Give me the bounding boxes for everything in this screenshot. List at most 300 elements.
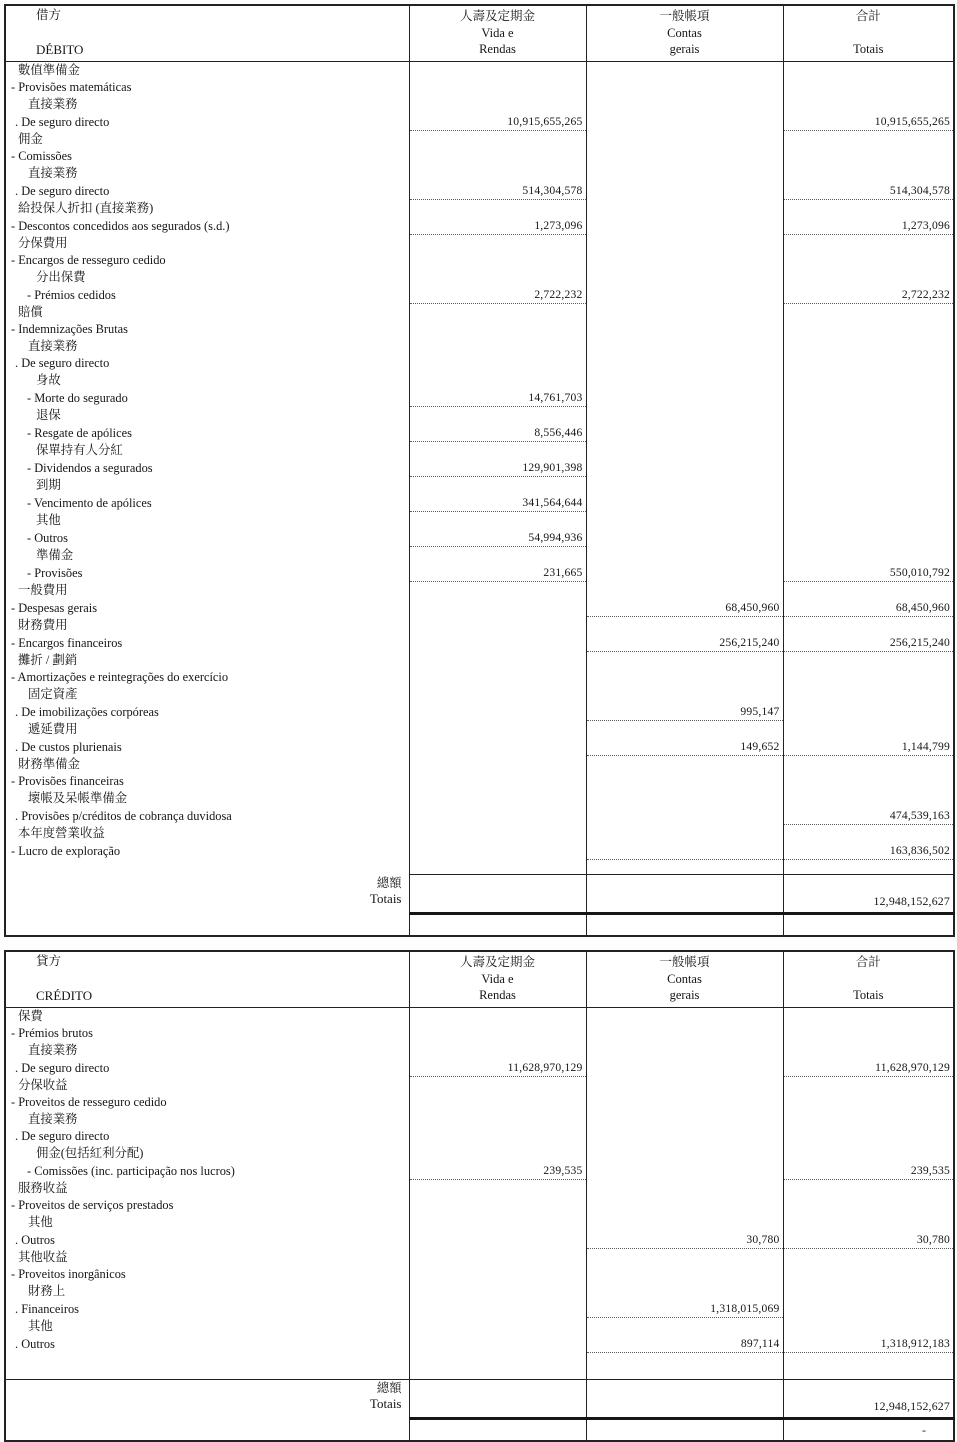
value-cell xyxy=(783,1008,954,1026)
value-cell xyxy=(586,652,783,670)
row-label: . De custos plurienais xyxy=(15,739,122,754)
value-cell xyxy=(409,235,586,253)
value-cell xyxy=(586,807,783,825)
value-cell xyxy=(783,721,954,739)
value-cell xyxy=(409,599,586,617)
row-label: - Proveitos de resseguro cedido xyxy=(11,1095,167,1109)
totals-value xyxy=(409,875,586,914)
statement-row xyxy=(5,1300,954,1318)
value-cell xyxy=(783,547,954,565)
column-header-totals: 合計 Totais xyxy=(783,5,954,62)
row-label: . De seguro directo xyxy=(15,1129,110,1143)
statement-row xyxy=(5,1335,954,1353)
value-cell xyxy=(409,1094,586,1111)
value-cell xyxy=(783,96,954,113)
value-cell xyxy=(783,825,954,843)
value-cell xyxy=(409,669,586,686)
statement-row xyxy=(5,131,954,149)
row-label: . De seguro directo xyxy=(15,1060,110,1075)
column-header-life-annuities: 人壽及定期金 Vida e Rendas xyxy=(409,951,586,1008)
value-cell xyxy=(783,407,954,425)
tail-cell xyxy=(783,914,954,937)
statement-row xyxy=(5,113,954,131)
value-cell xyxy=(586,286,783,304)
value-cell: 8,556,446 xyxy=(409,424,586,442)
tail-cell xyxy=(409,1419,586,1442)
value-cell xyxy=(586,773,783,790)
value-cell xyxy=(409,721,586,739)
spacer-cell xyxy=(5,860,409,875)
value-cell xyxy=(783,1042,954,1059)
value-cell xyxy=(783,269,954,286)
value-cell xyxy=(586,304,783,322)
value-cell xyxy=(783,703,954,721)
statement-row xyxy=(5,1197,954,1214)
value-cell: 10,915,655,265 xyxy=(409,113,586,131)
debit-title-zh: 借方 xyxy=(36,8,62,22)
row-label: - Encargos de resseguro cedido xyxy=(11,253,166,267)
row-label: 攤折 / 劃銷 xyxy=(18,653,78,667)
row-label: 身故 xyxy=(36,373,61,387)
row-label: 其他 xyxy=(28,1215,53,1229)
debit-body xyxy=(5,62,954,937)
statement-row xyxy=(5,1214,954,1231)
value-cell xyxy=(783,389,954,407)
value-cell xyxy=(783,1111,954,1128)
value-cell xyxy=(783,529,954,547)
value-cell xyxy=(409,338,586,355)
value-cell xyxy=(586,529,783,547)
value-cell xyxy=(586,459,783,477)
value-cell xyxy=(783,756,954,774)
row-label: - Provisões xyxy=(27,565,83,580)
debit-statement-table xyxy=(4,4,955,937)
row-label: 直接業務 xyxy=(28,97,78,111)
value-cell xyxy=(783,686,954,703)
row-label: - Provisões matemáticas xyxy=(11,80,132,94)
statement-row xyxy=(5,1094,954,1111)
statement-row xyxy=(5,477,954,495)
statement-row xyxy=(5,200,954,218)
value-cell xyxy=(409,634,586,652)
row-label: - Proveitos de serviços prestados xyxy=(11,1198,174,1212)
row-label: 佣金 xyxy=(18,132,43,146)
row-label: 遞延費用 xyxy=(28,722,78,736)
row-label: - Descontos concedidos aos segurados (s.d.) xyxy=(11,218,230,233)
value-cell xyxy=(586,617,783,635)
statement-row xyxy=(5,807,954,825)
value-cell xyxy=(586,424,783,442)
value-cell xyxy=(783,442,954,460)
spacer-cell xyxy=(586,1353,783,1380)
value-cell: 68,450,960 xyxy=(783,599,954,617)
value-cell xyxy=(409,200,586,218)
value-cell xyxy=(409,407,586,425)
row-label: - Prémios brutos xyxy=(11,1026,93,1040)
value-cell xyxy=(586,442,783,460)
value-cell xyxy=(783,790,954,807)
statement-row xyxy=(5,1283,954,1300)
value-cell xyxy=(586,79,783,96)
value-cell: 68,450,960 xyxy=(586,599,783,617)
value-cell xyxy=(586,790,783,807)
tail-cell xyxy=(5,1419,409,1442)
value-cell xyxy=(783,512,954,530)
value-cell xyxy=(783,652,954,670)
value-cell xyxy=(783,773,954,790)
statement-row xyxy=(5,1249,954,1267)
row-label: 本年度營業收益 xyxy=(18,826,105,840)
statement-row xyxy=(5,321,954,338)
value-cell: 10,915,655,265 xyxy=(783,113,954,131)
value-cell xyxy=(409,825,586,843)
column-header-life-annuities: 人壽及定期金 Vida e Rendas xyxy=(409,5,586,62)
value-cell xyxy=(409,547,586,565)
value-cell xyxy=(783,1025,954,1042)
value-cell xyxy=(586,686,783,703)
statement-row xyxy=(5,182,954,200)
value-cell xyxy=(586,269,783,286)
statement-row xyxy=(5,372,954,389)
value-cell xyxy=(409,269,586,286)
row-label: - Indemnizações Brutas xyxy=(11,322,128,336)
value-cell xyxy=(586,842,783,860)
value-cell: 14,761,703 xyxy=(409,389,586,407)
statement-row xyxy=(5,1025,954,1042)
value-cell xyxy=(586,564,783,582)
value-cell xyxy=(586,235,783,253)
statement-row xyxy=(5,1059,954,1077)
value-cell xyxy=(783,459,954,477)
statement-row xyxy=(5,512,954,530)
row-label: 其他收益 xyxy=(18,1250,68,1264)
totals-row xyxy=(5,1380,954,1419)
totals-value: 12,948,152,627 xyxy=(783,1380,954,1419)
value-cell xyxy=(409,165,586,182)
tail-cell xyxy=(409,914,586,937)
value-cell xyxy=(783,372,954,389)
statement-row xyxy=(5,773,954,790)
value-cell xyxy=(409,1077,586,1095)
value-cell xyxy=(409,1197,586,1214)
value-cell: 474,539,163 xyxy=(783,807,954,825)
value-cell xyxy=(409,1025,586,1042)
tail-cell xyxy=(586,1419,783,1442)
spacer-cell xyxy=(783,860,954,875)
value-cell xyxy=(409,1042,586,1059)
row-label: - Comissões xyxy=(11,149,72,163)
statement-row xyxy=(5,1077,954,1095)
value-cell xyxy=(783,165,954,182)
value-cell: 1,273,096 xyxy=(783,217,954,235)
value-cell xyxy=(409,617,586,635)
value-cell xyxy=(409,790,586,807)
statement-row xyxy=(5,1008,954,1026)
row-label: - Morte do segurado xyxy=(27,390,128,405)
spacer-row xyxy=(5,1353,954,1380)
tail-row xyxy=(5,914,954,937)
statement-row xyxy=(5,1266,954,1283)
statement-row xyxy=(5,599,954,617)
debit-header xyxy=(5,5,954,62)
statement-row xyxy=(5,617,954,635)
statement-row xyxy=(5,1318,954,1336)
value-cell xyxy=(783,79,954,96)
row-label: 保費 xyxy=(18,1009,43,1023)
row-label: - Outros xyxy=(27,530,68,545)
value-cell xyxy=(409,1231,586,1249)
value-cell xyxy=(586,1111,783,1128)
value-cell xyxy=(783,1300,954,1318)
value-cell xyxy=(586,1283,783,1300)
statement-row xyxy=(5,79,954,96)
row-label: 數值準備金 xyxy=(18,63,80,77)
value-cell xyxy=(409,1300,586,1318)
value-cell: 2,722,232 xyxy=(783,286,954,304)
value-cell xyxy=(783,1145,954,1162)
statement-row xyxy=(5,494,954,512)
value-cell xyxy=(586,477,783,495)
value-cell xyxy=(783,252,954,269)
value-cell xyxy=(783,617,954,635)
statement-row xyxy=(5,529,954,547)
statement-row xyxy=(5,1128,954,1145)
value-cell: 1,144,799 xyxy=(783,738,954,756)
row-label: . De seguro directo xyxy=(15,356,110,370)
statement-row xyxy=(5,1111,954,1128)
row-label: - Dividendos a segurados xyxy=(27,460,153,475)
statement-row xyxy=(5,1180,954,1198)
row-label: - Amortizações e reintegrações do exercício xyxy=(11,670,229,684)
row-label: 直接業務 xyxy=(28,1112,78,1126)
spacer-cell xyxy=(409,1353,586,1380)
value-cell xyxy=(586,407,783,425)
value-cell xyxy=(783,1180,954,1198)
row-label: - Proveitos inorgânicos xyxy=(11,1267,126,1281)
statement-row xyxy=(5,564,954,582)
statement-row xyxy=(5,634,954,652)
row-label: 分出保費 xyxy=(36,270,86,284)
value-cell xyxy=(586,182,783,200)
statement-row xyxy=(5,790,954,807)
value-cell xyxy=(409,355,586,372)
value-cell xyxy=(783,148,954,165)
totals-row xyxy=(5,875,954,914)
statement-row xyxy=(5,652,954,670)
credit-corner-header xyxy=(5,951,409,1008)
statement-row xyxy=(5,338,954,355)
value-cell xyxy=(409,131,586,149)
value-cell xyxy=(409,652,586,670)
row-label: 佣金(包括紅利分配) xyxy=(36,1146,144,1160)
row-label: 壞帳及呆帳準備金 xyxy=(28,791,128,805)
value-cell xyxy=(409,96,586,113)
statement-row xyxy=(5,1145,954,1162)
column-header-general-accounts: 一般帳項 Contas gerais xyxy=(586,5,783,62)
row-label: 退保 xyxy=(36,408,61,422)
value-cell xyxy=(409,1283,586,1300)
row-label: . Outros xyxy=(15,1232,55,1247)
statement-row xyxy=(5,148,954,165)
value-cell xyxy=(586,321,783,338)
value-cell xyxy=(409,1335,586,1353)
value-cell xyxy=(409,477,586,495)
tail-cell xyxy=(5,914,409,937)
statement-row xyxy=(5,842,954,860)
totals-label: 總額 Totais xyxy=(5,1380,409,1419)
spacer-cell xyxy=(5,1353,409,1380)
tail-cell: - xyxy=(783,1419,954,1442)
value-cell xyxy=(586,372,783,389)
statement-row xyxy=(5,407,954,425)
row-label: . De imobilizações corpóreas xyxy=(15,704,159,719)
value-cell xyxy=(783,1094,954,1111)
value-cell xyxy=(586,1266,783,1283)
value-cell: 995,147 xyxy=(586,703,783,721)
row-label: . De seguro directo xyxy=(15,114,110,129)
value-cell xyxy=(586,148,783,165)
value-cell: 897,114 xyxy=(586,1335,783,1353)
statement-row xyxy=(5,96,954,113)
value-cell xyxy=(409,1318,586,1336)
totals-value: 12,948,152,627 xyxy=(783,875,954,914)
row-label: 到期 xyxy=(36,478,61,492)
row-label: - Prémios cedidos xyxy=(27,287,116,302)
value-cell xyxy=(783,1128,954,1145)
value-cell xyxy=(783,1318,954,1336)
value-cell xyxy=(586,1025,783,1042)
value-cell xyxy=(409,1145,586,1162)
value-cell xyxy=(409,372,586,389)
value-cell: 256,215,240 xyxy=(783,634,954,652)
row-label: 服務收益 xyxy=(18,1181,68,1195)
credit-body xyxy=(5,1008,954,1442)
value-cell xyxy=(409,62,586,80)
statement-row xyxy=(5,165,954,182)
value-cell xyxy=(586,131,783,149)
row-label: 直接業務 xyxy=(28,166,78,180)
row-label: 財務上 xyxy=(28,1284,66,1298)
statement-row xyxy=(5,1042,954,1059)
value-cell xyxy=(586,1145,783,1162)
value-cell xyxy=(586,1197,783,1214)
credit-title-pt: CRÉDITO xyxy=(36,988,93,1003)
value-cell xyxy=(409,703,586,721)
value-cell xyxy=(783,131,954,149)
value-cell xyxy=(586,165,783,182)
row-label: - Provisões financeiras xyxy=(11,774,124,788)
tail-row xyxy=(5,1419,954,1442)
value-cell xyxy=(586,355,783,372)
value-cell: 341,564,644 xyxy=(409,494,586,512)
value-cell xyxy=(586,756,783,774)
value-cell xyxy=(409,321,586,338)
value-cell xyxy=(409,1214,586,1231)
value-cell: 2,722,232 xyxy=(409,286,586,304)
value-cell xyxy=(409,738,586,756)
value-cell xyxy=(586,1180,783,1198)
value-cell xyxy=(783,1249,954,1267)
value-cell xyxy=(783,62,954,80)
value-cell xyxy=(586,338,783,355)
value-cell xyxy=(783,1077,954,1095)
value-cell: 231,665 xyxy=(409,564,586,582)
spacer-cell xyxy=(783,1353,954,1380)
statement-row xyxy=(5,235,954,253)
row-label: 準備金 xyxy=(36,548,74,562)
row-label: 賠償 xyxy=(18,305,43,319)
value-cell xyxy=(586,1214,783,1231)
value-cell: 514,304,578 xyxy=(409,182,586,200)
value-cell xyxy=(409,252,586,269)
value-cell xyxy=(586,1077,783,1095)
statement-row xyxy=(5,459,954,477)
row-label: 分保費用 xyxy=(18,236,68,250)
statement-row xyxy=(5,703,954,721)
value-cell xyxy=(409,512,586,530)
statement-row xyxy=(5,217,954,235)
value-cell xyxy=(586,494,783,512)
column-header-general-accounts: 一般帳項 Contas gerais xyxy=(586,951,783,1008)
statement-row xyxy=(5,269,954,286)
value-cell xyxy=(586,721,783,739)
value-cell xyxy=(586,1094,783,1111)
value-cell xyxy=(586,389,783,407)
value-cell xyxy=(783,1283,954,1300)
value-cell xyxy=(586,512,783,530)
value-cell: 30,780 xyxy=(586,1231,783,1249)
spacer-row xyxy=(5,860,954,875)
value-cell: 1,318,015,069 xyxy=(586,1300,783,1318)
tail-cell xyxy=(586,914,783,937)
spacer-cell xyxy=(586,860,783,875)
row-label: 給投保人折扣 (直接業務) xyxy=(18,201,154,215)
statement-row xyxy=(5,62,954,80)
statement-row xyxy=(5,424,954,442)
value-cell xyxy=(409,756,586,774)
value-cell: 239,535 xyxy=(783,1162,954,1180)
value-cell xyxy=(409,79,586,96)
debit-corner-header xyxy=(5,5,409,62)
value-cell xyxy=(586,217,783,235)
statement-row xyxy=(5,738,954,756)
value-cell xyxy=(409,1266,586,1283)
value-cell xyxy=(783,669,954,686)
value-cell xyxy=(586,62,783,80)
value-cell: 163,836,502 xyxy=(783,842,954,860)
row-label: 其他 xyxy=(36,513,61,527)
value-cell xyxy=(586,547,783,565)
row-label: 一般費用 xyxy=(18,583,68,597)
value-cell xyxy=(586,582,783,600)
value-cell xyxy=(586,669,783,686)
value-cell: 514,304,578 xyxy=(783,182,954,200)
row-label: . Financeiros xyxy=(15,1301,80,1316)
statement-row xyxy=(5,582,954,600)
value-cell xyxy=(783,321,954,338)
value-cell: 1,273,096 xyxy=(409,217,586,235)
value-cell xyxy=(409,1249,586,1267)
value-cell xyxy=(783,355,954,372)
value-cell xyxy=(783,1214,954,1231)
row-label: - Comissões (inc. participação nos lucros) xyxy=(27,1163,235,1178)
value-cell xyxy=(586,1059,783,1077)
value-cell: 11,628,970,129 xyxy=(783,1059,954,1077)
value-cell xyxy=(409,807,586,825)
value-cell xyxy=(783,477,954,495)
row-label: . De seguro directo xyxy=(15,183,110,198)
value-cell xyxy=(783,582,954,600)
